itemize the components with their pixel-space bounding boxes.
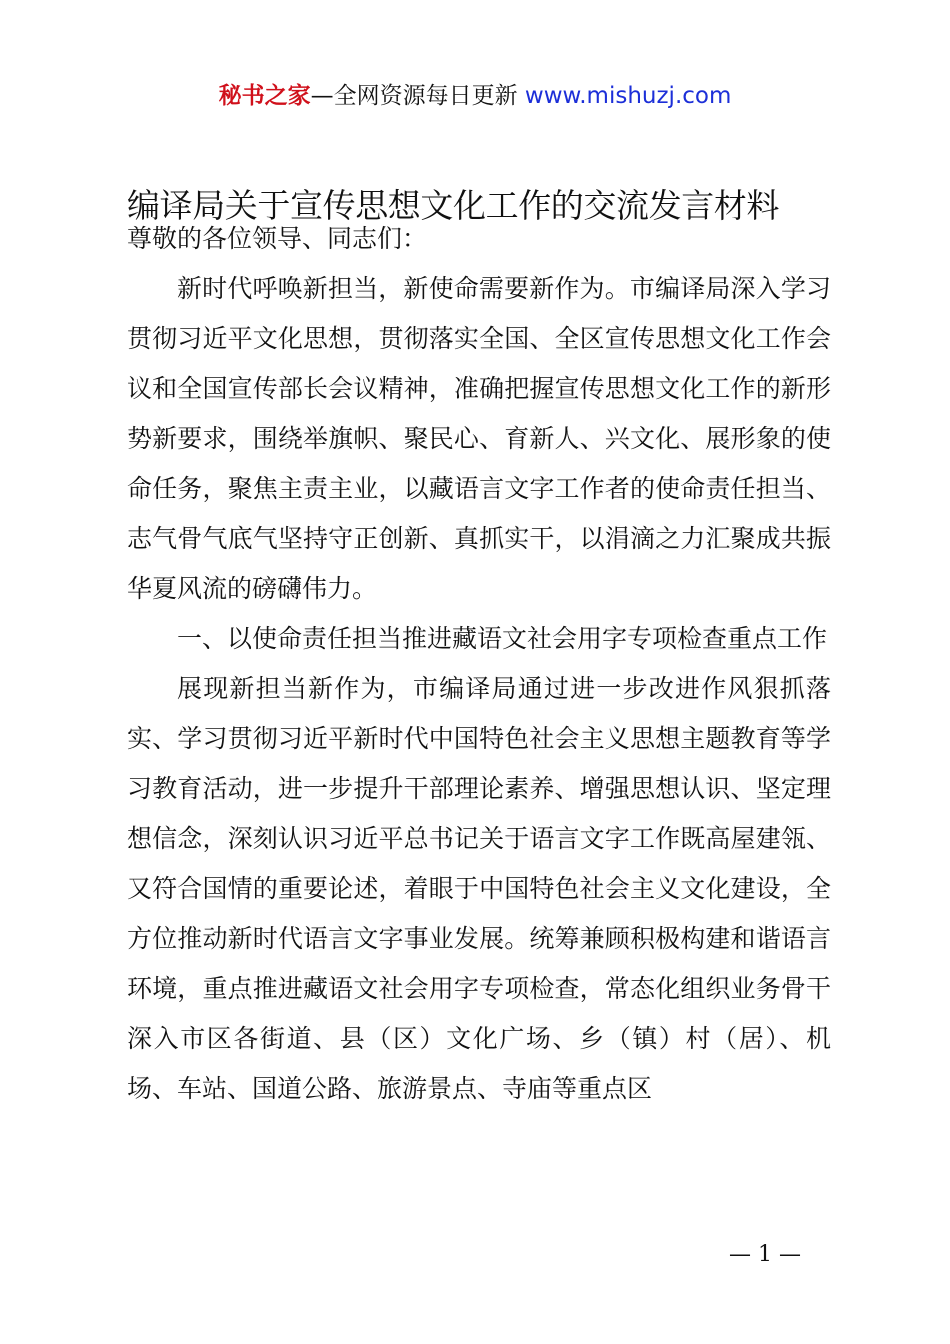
page-number: — 1 — [729,1242,801,1267]
brand-name: 秘书之家 [218,83,311,109]
paragraph-section-1: 展现新担当新作为，市编译局通过进一步改进作风狠抓落实、学习贯彻习近平新时代中国特色社会主义思想主题教育等学习教育活动，进一步提升干部理论素养、增强思想认识、坚定理想信念，深刻认识习近平总书记关于语言文字工作既高屋建瓴、又符合国情的重要论述，着眼于中国特色社会主义文化建设，全方位推动新时代语言文字事业发展。统筹兼顾积极构建和谐语言环境，重点推进藏语文社会用字专项检查，常态化组织业务骨干深入市区各街道、县（区）文化广场、乡（镇）村（居）、机场、车站、国道公路、旅游景点、寺庙等重点区 [127,674,831,1103]
salutation: 尊敬的各位领导、同志们： [127,224,428,253]
paragraph-intro: 新时代呼唤新担当，新使命需要新作为。市编译局深入学习贯彻习近平文化思想，贯彻落实全国、全区宣传思想文化工作会议和全国宣传部长会议精神，准确把握宣传思想文化工作的新形势新要求，围绕举旗帜、聚民心、育新人、兴文化、展形象的使命任务，聚焦主责主业，以藏语言文字工作者的使命责任担当、志气骨气底气坚持守正创新、真抓实干，以涓滴之力汇聚成共振华夏风流的磅礴伟力。 [127,274,831,603]
brand-tagline: —全网资源每日更新 [310,83,525,109]
document-body [127,214,831,1114]
site-watermark-header [0,80,950,112]
document-title: 编译局关于宣传思想文化工作的交流发言材料 [127,186,780,225]
section-heading-1: 一、以使命责任担当推进藏语文社会用字专项检查重点工作 [177,624,828,653]
site-url-link[interactable]: www.mishuzj.com [524,83,732,109]
